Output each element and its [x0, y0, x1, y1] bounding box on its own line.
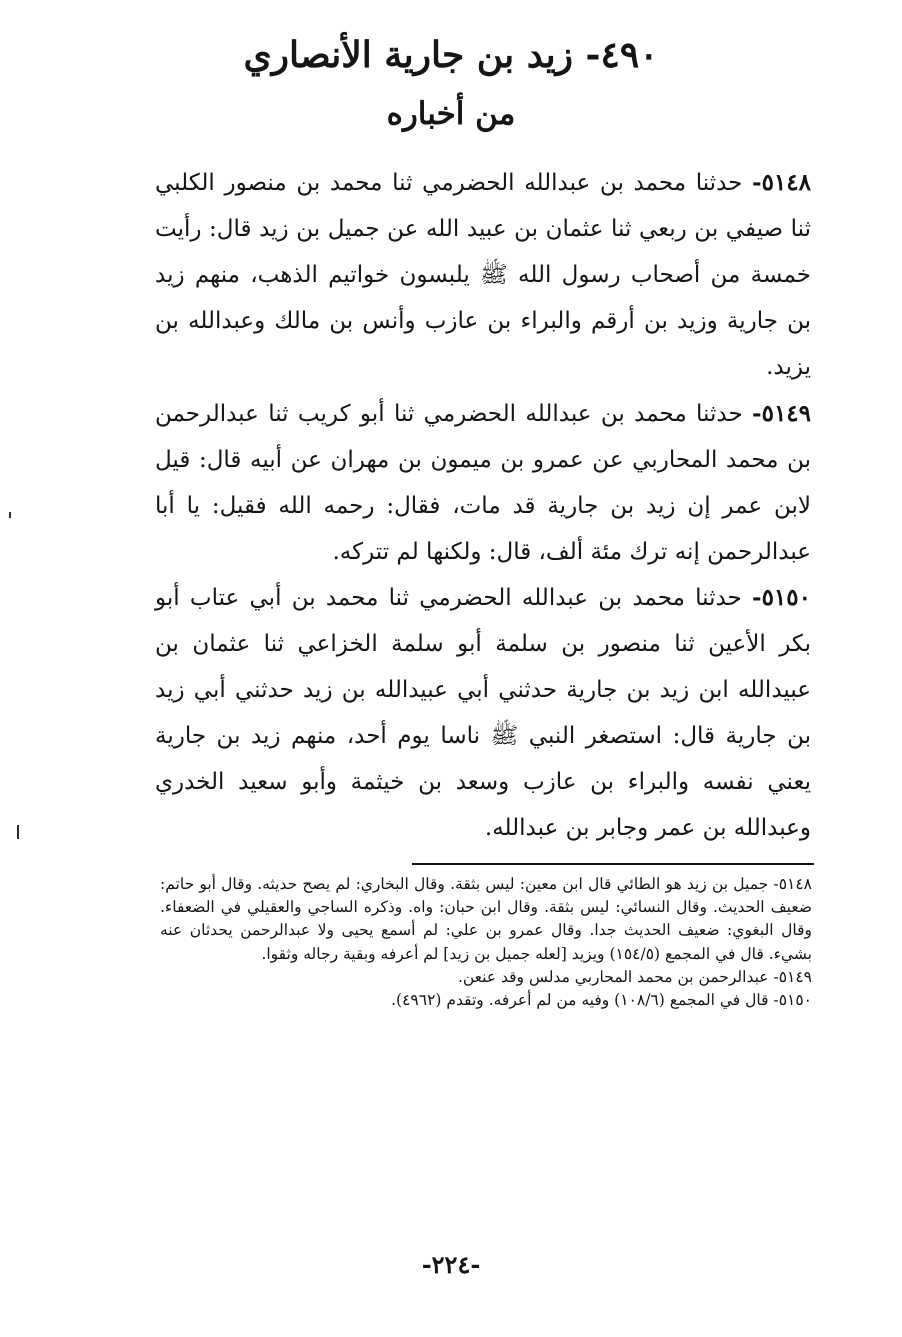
- margin-scan-mark: [17, 825, 19, 839]
- hadith-5150: [155, 575, 811, 851]
- hadith-number: ٥١٤٨-: [752, 169, 811, 196]
- margin-scan-mark: [9, 512, 11, 518]
- page-title: ٤٩٠- زيد بن جارية الأنصاري: [243, 34, 659, 76]
- hadith-5148: [155, 160, 811, 390]
- footnote-5150: ٥١٥٠- قال في المجمع (١٠٨/٦) وفيه من لم أعرفه. وتقدم (٤٩٦٢).: [391, 991, 812, 1010]
- hadith-number: ٥١٤٩-: [752, 400, 812, 427]
- page-number: -٢٢٤-: [421, 1250, 481, 1279]
- page-subtitle: من أخباره: [386, 96, 516, 132]
- hadith-5149: [155, 391, 811, 575]
- hadith-text: حدثنا محمد بن عبدالله الحضرمي ثنا أبو كريب ثنا عبدالرحمن بن محمد المحاربي عن عمرو بن ميمون بن مهران عن أبيه قال: قيل لابن عمر إن زيد بن جارية قد مات، فقال: رحمه الله فقيل: يا أبا عبدالرحمن إنه ترك مئة ألف، قال: ولكنها لم تتركه.: [155, 401, 811, 565]
- hadith-text: حدثنا محمد بن عبدالله الحضرمي ثنا محمد بن أبي عتاب أبو بكر الأعين ثنا منصور بن سلمة أبو سلمة الخزاعي ثنا عثمان بن عبيدالله ابن زيد بن جارية حدثني أبي عبيدالله بن زيد حدثني أبي زيد بن جارية قال: استصغر النبي ﷺ ناسا يوم أحد، منهم زيد بن جارية يعني نفسه والبراء بن عازب وسعد بن خيثمة وأبو سعيد الخدري وعبدالله بن عمر وجابر بن عبدالله.: [155, 585, 811, 841]
- footnotes: [160, 873, 812, 1012]
- footnote-divider: [412, 863, 814, 865]
- footnote-5148: ٥١٤٨- جميل بن زيد هو الطائي قال ابن معين: ليس بثقة. وقال البخاري: لم يصح حديثه. وقال أبو حاتم: ضعيف الحديث. وقال النسائي: ليس بثقة. وقال ابن حبان: واه. وذكره الساجي والعقيلي في الضعفاء. وقال البغوي: ضعيف الحديث جدا. وقال عمرو بن علي: لم أسمع يحيى ولا عبدالرحمن يحدثان عنه بشيء. قال في المجمع (١٥٤/٥) ويزيد [لعله جميل بن زيد] لم أعرفه وبقية رجاله وثقوا.: [160, 875, 812, 963]
- footnote-5149: ٥١٤٩- عبدالرحمن بن محمد المحاربي مدلس وقد عنعن.: [457, 967, 812, 986]
- hadith-number: ٥١٥٠-: [752, 584, 811, 611]
- hadith-text: حدثنا محمد بن عبدالله الحضرمي ثنا محمد بن منصور الكلبي ثنا صيفي بن ربعي ثنا عثمان بن عبيد الله عن جميل بن زيد قال: رأيت خمسة من أصحاب رسول الله ﷺ يلبسون خواتيم الذهب، منهم زيد بن جارية وزيد بن أرقم والبراء بن عازب وأنس بن مالك وعبدالله بن يزيد.: [155, 170, 811, 380]
